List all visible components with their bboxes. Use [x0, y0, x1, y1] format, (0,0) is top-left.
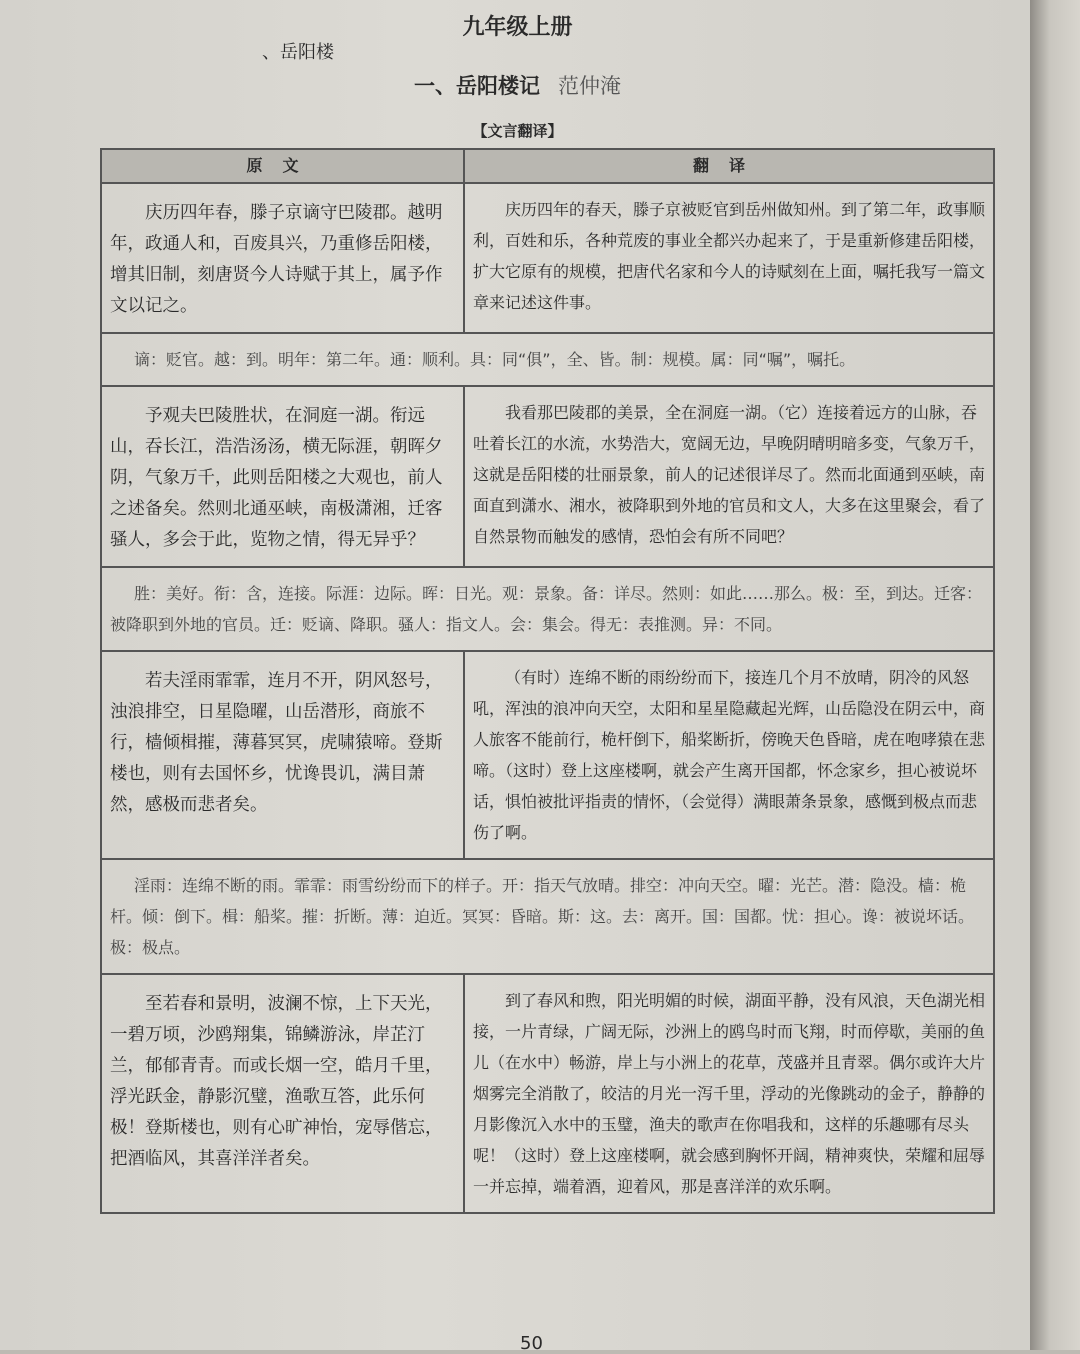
notes-text: 淫雨：连绵不断的雨。霏霏：雨雪纷纷而下的样子。开：指天气放晴。排空：冲向天空。曜：光芒。潜：隐没。樯：桅杆。倾：倒下。楫：船桨。摧：折断。薄：迫近。冥冥：昏暗。斯：这。去：离开。国：国都。忧：担心。谗：被说坏话。极：极点。 [101, 859, 994, 974]
book-spine [1030, 0, 1080, 1350]
translation-text: （有时）连绵不断的雨纷纷而下，接连几个月不放晴，阴冷的风怒吼，浑浊的浪冲向天空，太阳和星星隐藏起光辉，山岳隐没在阴云中，商人旅客不能前行，桅杆倒下，船桨断折，傍晚天色昏暗，虎在咆哮猿在悲啼。（这时）登上这座楼啊，就会产生离开国都，怀念家乡，担心被说坏话，惧怕被批评指责的情怀，（会觉得）满眼萧条景象，感慨到极点而悲伤了啊。 [464, 651, 994, 859]
notes-row [101, 567, 994, 651]
translation-text: 我看那巴陵郡的美景，全在洞庭一湖。（它）连接着远方的山脉，吞吐着长江的水流，水势浩大，宽阔无边，早晚阴晴明暗多变，气象万千，这就是岳阳楼的壮丽景象，前人的记述很详尽了。然而北面通到巫峡，南面直到潇水、湘水，被降职到外地的官员和文人，大多在这里聚会，看了自然景物而触发的感情，恐怕会有所不同吧？ [464, 386, 994, 567]
translation-table [100, 148, 995, 1214]
translation-text: 到了春风和煦，阳光明媚的时候，湖面平静，没有风浪，天色湖光相接，一片青绿，广阔无际，沙洲上的鸥鸟时而飞翔，时而停歇，美丽的鱼儿（在水中）畅游，岸上与小洲上的花草，茂盛并且青翠。偶尔或许大片烟雾完全消散了，皎洁的月光一泻千里，浮动的光像跳动的金子，静静的月影像沉入水中的玉璧，渔夫的歌声在你唱我和，这样的乐趣哪有尽头呢！（这时）登上这座楼啊，就会感到胸怀开阔，精神爽快，荣耀和屈辱一并忘掉，端着酒，迎着风，那是喜洋洋的欢乐啊。 [464, 974, 994, 1213]
notes-row [101, 333, 994, 386]
table-row [101, 651, 994, 859]
section-heading: 【文言翻译】 [472, 122, 563, 140]
notes-row [101, 859, 994, 974]
table-row [101, 183, 994, 333]
title-text: 一、岳阳楼记 [414, 74, 540, 98]
notes-text: 谪：贬官。越：到。明年：第二年。通：顺利。具：同“俱”，全、皆。制：规模。属：同“嘱”，嘱托。 [101, 333, 994, 386]
original-text: 庆历四年春，滕子京谪守巴陵郡。越明年，政通人和，百废具兴，乃重修岳阳楼，增其旧制，刻唐贤今人诗赋于其上，属予作文以记之。 [101, 183, 464, 333]
original-text: 予观夫巴陵胜状，在洞庭一湖。衔远山，吞长江，浩浩汤汤，横无际涯，朝晖夕阴，气象万千，此则岳阳楼之大观也，前人之述备矣。然则北通巫峡，南极潇湘，迁客骚人，多会于此，览物之情，得无异乎？ [101, 386, 464, 567]
side-label: 、岳阳楼 [262, 42, 334, 63]
original-header: 原文 [101, 149, 464, 183]
original-text: 若夫淫雨霏霏，连月不开，阴风怒号，浊浪排空，日星隐曜，山岳潜形，商旅不行，樯倾楫摧，薄暮冥冥，虎啸猿啼。登斯楼也，则有去国怀乡，忧谗畏讥，满目萧然，感极而悲者矣。 [101, 651, 464, 859]
page-number: 50 [520, 1333, 543, 1354]
translation-text: 庆历四年的春天，滕子京被贬官到岳州做知州。到了第二年，政事顺利，百姓和乐，各种荒废的事业全都兴办起来了，于是重新修建岳阳楼，扩大它原有的规模，把唐代名家和今人的诗赋刻在上面，嘱托我写一篇文章来记述这件事。 [464, 183, 994, 333]
table-row [101, 386, 994, 567]
original-text: 至若春和景明，波澜不惊，上下天光，一碧万顷，沙鸥翔集，锦鳞游泳，岸芷汀兰，郁郁青青。而或长烟一空，皓月千里，浮光跃金，静影沉璧，渔歌互答，此乐何极！登斯楼也，则有心旷神怡，宠辱偕忘，把酒临风，其喜洋洋者矣。 [101, 974, 464, 1213]
lesson-title [0, 70, 1035, 100]
translation-header: 翻译 [464, 149, 994, 183]
notes-text: 胜：美好。衔：含，连接。际涯：边际。晖：日光。观：景象。备：详尽。然则：如此……那么。极：至，到达。迁客：被降职到外地的官员。迁：贬谪、降职。骚人：指文人。会：集会。得无：表推测。异：不同。 [101, 567, 994, 651]
author: 范仲淹 [558, 74, 621, 98]
table-header [101, 149, 994, 183]
table-row [101, 974, 994, 1213]
running-head: 九年级上册 [462, 15, 573, 40]
